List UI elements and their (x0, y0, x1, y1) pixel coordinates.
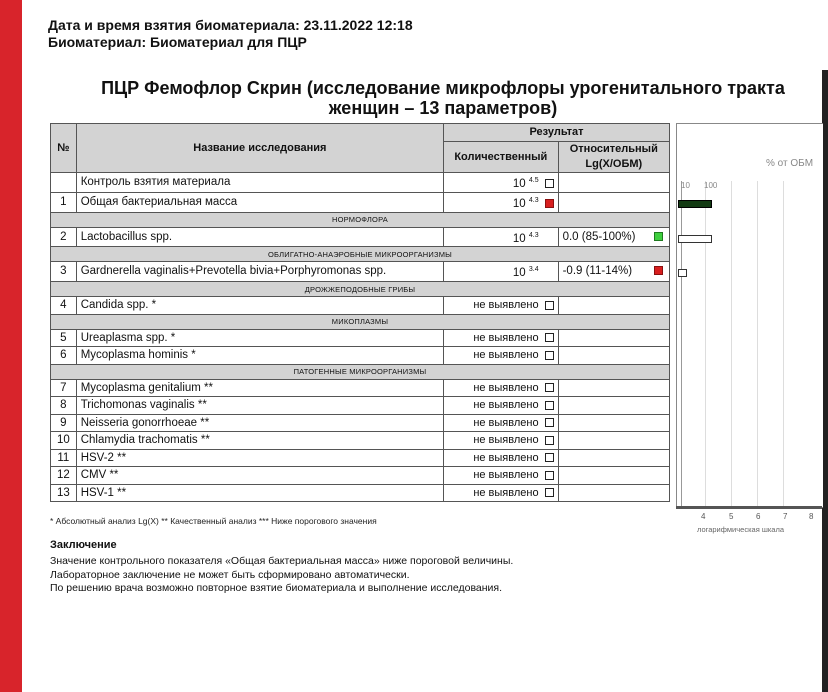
quantity-text: не выявлено (473, 349, 539, 362)
row-quantity (444, 432, 559, 450)
status-square-empty (545, 436, 554, 445)
quantity-text: не выявлено (473, 469, 539, 482)
column-header-result: Результат (444, 124, 670, 142)
row-relative (558, 173, 669, 193)
table-row (51, 449, 670, 467)
section-pathogens: ПАТОГЕННЫЕ МИКРООРГАНИЗМЫ (51, 364, 670, 379)
row-quantity (444, 227, 559, 247)
sample-datetime: Дата и время взятия биоматериала: 23.11.2022 12:18 (48, 17, 413, 33)
relative-value: -0.9 (11-14%) (562, 265, 633, 278)
row-quantity (444, 379, 559, 397)
quantity-text: не выявлено (473, 331, 539, 344)
table-row (51, 432, 670, 450)
row-quantity (444, 467, 559, 485)
table-row (51, 262, 670, 282)
title-line-1: ПЦР Фемофлор Скрин (исследование микрофлоры урогенитального тракта (101, 78, 785, 98)
status-square-empty (545, 179, 554, 188)
column-header-relative (558, 142, 669, 173)
row-number: 10 (51, 432, 77, 450)
row-number: 13 (51, 484, 77, 502)
quantity-exponent: 4.3 (528, 196, 539, 204)
chart-x-tick: 5 (729, 512, 734, 521)
chart-gridline (705, 181, 706, 506)
chart-x-label: логарифмическая шкала (697, 525, 785, 534)
table-row (51, 467, 670, 485)
quantity-text: не выявлено (473, 451, 539, 464)
status-square-empty (545, 453, 554, 462)
table-row (51, 192, 670, 212)
row-relative (558, 262, 669, 282)
row-quantity (444, 192, 559, 212)
status-square-empty (545, 351, 554, 360)
column-header-quantitative: Количественный (444, 142, 559, 173)
conclusion-line: Лабораторное заключение не может быть сформировано автоматически. (50, 568, 410, 581)
column-header-relative-line2: Lg(X/ОБМ) (585, 158, 643, 170)
section-anaerobes: ОБЛИГАТНО-АНАЭРОБНЫЕ МИКРООРГАНИЗМЫ (51, 247, 670, 262)
table-row (51, 414, 670, 432)
row-name: Контроль взятия материала (76, 173, 443, 193)
row-quantity (444, 297, 559, 315)
row-relative (558, 449, 669, 467)
chart-top-tick: 100 (704, 181, 718, 190)
title-line-2: женщин – 13 параметров) (328, 98, 558, 118)
row-number: 4 (51, 297, 77, 315)
table-row (51, 227, 670, 247)
section-normoflora: НОРМОФЛОРА (51, 212, 670, 227)
row-relative (558, 192, 669, 212)
quantity-text: не выявлено (473, 399, 539, 412)
conclusion-line: Значение контрольного показателя «Общая бактериальная масса» ниже пороговой величины. (50, 555, 514, 567)
chart-bar-gardnerella (678, 269, 687, 277)
row-number: 9 (51, 414, 77, 432)
status-square-green (654, 232, 663, 241)
table-row (51, 397, 670, 415)
row-number: 5 (51, 329, 77, 347)
row-number: 7 (51, 379, 77, 397)
row-number: 11 (51, 449, 77, 467)
row-name: Общая бактериальная масса (76, 192, 443, 212)
chart-gridline (757, 181, 758, 506)
section-row (51, 364, 670, 379)
chart-top-tick: 10 (681, 181, 690, 190)
chart-x-axis-bar (676, 506, 822, 509)
quantity-exponent: 3.4 (528, 266, 539, 274)
section-row (51, 247, 670, 262)
results-table (50, 123, 670, 502)
section-row (51, 212, 670, 227)
table-row (51, 484, 670, 502)
row-name: CMV ** (76, 467, 443, 485)
status-square-empty (545, 333, 554, 342)
footnote: * Абсолютный анализ Lg(X) ** Качественный анализ *** Ниже порогового значения (50, 516, 377, 526)
row-name: Ureaplasma spp. * (76, 329, 443, 347)
row-name: HSV-2 ** (76, 449, 443, 467)
section-row (51, 314, 670, 329)
quantity-text: не выявлено (473, 434, 539, 447)
row-name: Lactobacillus spp. (76, 227, 443, 247)
chart-plot-area (681, 181, 810, 506)
table-row (51, 297, 670, 315)
section-yeasts: ДРОЖЖЕПОДОБНЫЕ ГРИБЫ (51, 282, 670, 297)
chart-bar-lactobacillus (678, 235, 712, 243)
section-mycoplasmas: МИКОПЛАЗМЫ (51, 314, 670, 329)
row-relative (558, 379, 669, 397)
row-relative (558, 397, 669, 415)
row-relative (558, 227, 669, 247)
row-relative (558, 297, 669, 315)
row-name: Trichomonas vaginalis ** (76, 397, 443, 415)
section-row (51, 282, 670, 297)
quantity-base: 10 (512, 232, 526, 245)
column-header-name: Название исследования (76, 124, 443, 173)
chart-bar-total-mass (678, 200, 712, 208)
column-header-number: № (51, 124, 77, 173)
status-square-red (654, 266, 663, 275)
table-row (51, 347, 670, 365)
left-red-stripe (0, 0, 22, 692)
quantity-exponent: 4.5 (528, 177, 539, 184)
log-scale-chart (676, 123, 823, 508)
row-relative (558, 414, 669, 432)
chart-x-tick: 8 (809, 512, 814, 521)
table-row (51, 173, 670, 193)
row-number: 6 (51, 347, 77, 365)
relative-value: 0.0 (85-100%) (562, 230, 636, 243)
status-square-empty (545, 471, 554, 480)
row-quantity (444, 414, 559, 432)
row-name: Candida spp. * (76, 297, 443, 315)
row-number: 1 (51, 192, 77, 212)
chart-x-tick: 4 (701, 512, 706, 521)
table-row (51, 379, 670, 397)
quantity-text: не выявлено (473, 299, 539, 312)
row-name: Mycoplasma genitalium ** (76, 379, 443, 397)
table-row (51, 329, 670, 347)
chart-gridline (731, 181, 732, 506)
status-square-empty (545, 488, 554, 497)
chart-axis-title: % от ОБМ (766, 158, 814, 169)
chart-x-tick: 6 (756, 512, 761, 521)
row-number: 12 (51, 467, 77, 485)
quantity-text: не выявлено (473, 486, 539, 499)
row-relative (558, 347, 669, 365)
row-name: HSV-1 ** (76, 484, 443, 502)
row-relative (558, 329, 669, 347)
row-quantity (444, 397, 559, 415)
row-relative (558, 484, 669, 502)
quantity-text: не выявлено (473, 381, 539, 394)
quantity-exponent: 4.3 (528, 231, 539, 239)
row-number (51, 173, 77, 193)
biomaterial-type: Биоматериал: Биоматериал для ПЦР (48, 34, 307, 50)
row-number: 3 (51, 262, 77, 282)
column-header-relative-line1: Относительный (569, 143, 658, 155)
row-quantity (444, 484, 559, 502)
quantity-base: 10 (512, 267, 526, 280)
row-name: Chlamydia trachomatis ** (76, 432, 443, 450)
row-number: 8 (51, 397, 77, 415)
chart-x-tick: 7 (783, 512, 788, 521)
page-title (48, 78, 828, 118)
chart-gridline (783, 181, 784, 506)
quantity-base: 10 (512, 177, 526, 190)
row-quantity (444, 347, 559, 365)
status-square-empty (545, 383, 554, 392)
conclusion-text (50, 555, 513, 596)
status-square-empty (545, 418, 554, 427)
row-quantity (444, 173, 559, 193)
row-relative (558, 467, 669, 485)
quantity-base: 10 (512, 197, 526, 210)
row-quantity (444, 262, 559, 282)
conclusion-title: Заключение (50, 539, 117, 551)
quantity-text: не выявлено (473, 416, 539, 429)
row-quantity (444, 449, 559, 467)
status-square-empty (545, 301, 554, 310)
status-square-empty (545, 401, 554, 410)
row-quantity (444, 329, 559, 347)
row-name: Mycoplasma hominis * (76, 347, 443, 365)
row-name: Gardnerella vaginalis+Prevotella bivia+Porphyromonas spp. (76, 262, 443, 282)
conclusion-line: По решению врача возможно повторное взятие биоматериала и выполнение исследования. (50, 582, 503, 594)
status-square-red (545, 199, 554, 208)
row-number: 2 (51, 227, 77, 247)
row-relative (558, 432, 669, 450)
row-name: Neisseria gonorrhoeae ** (76, 414, 443, 432)
